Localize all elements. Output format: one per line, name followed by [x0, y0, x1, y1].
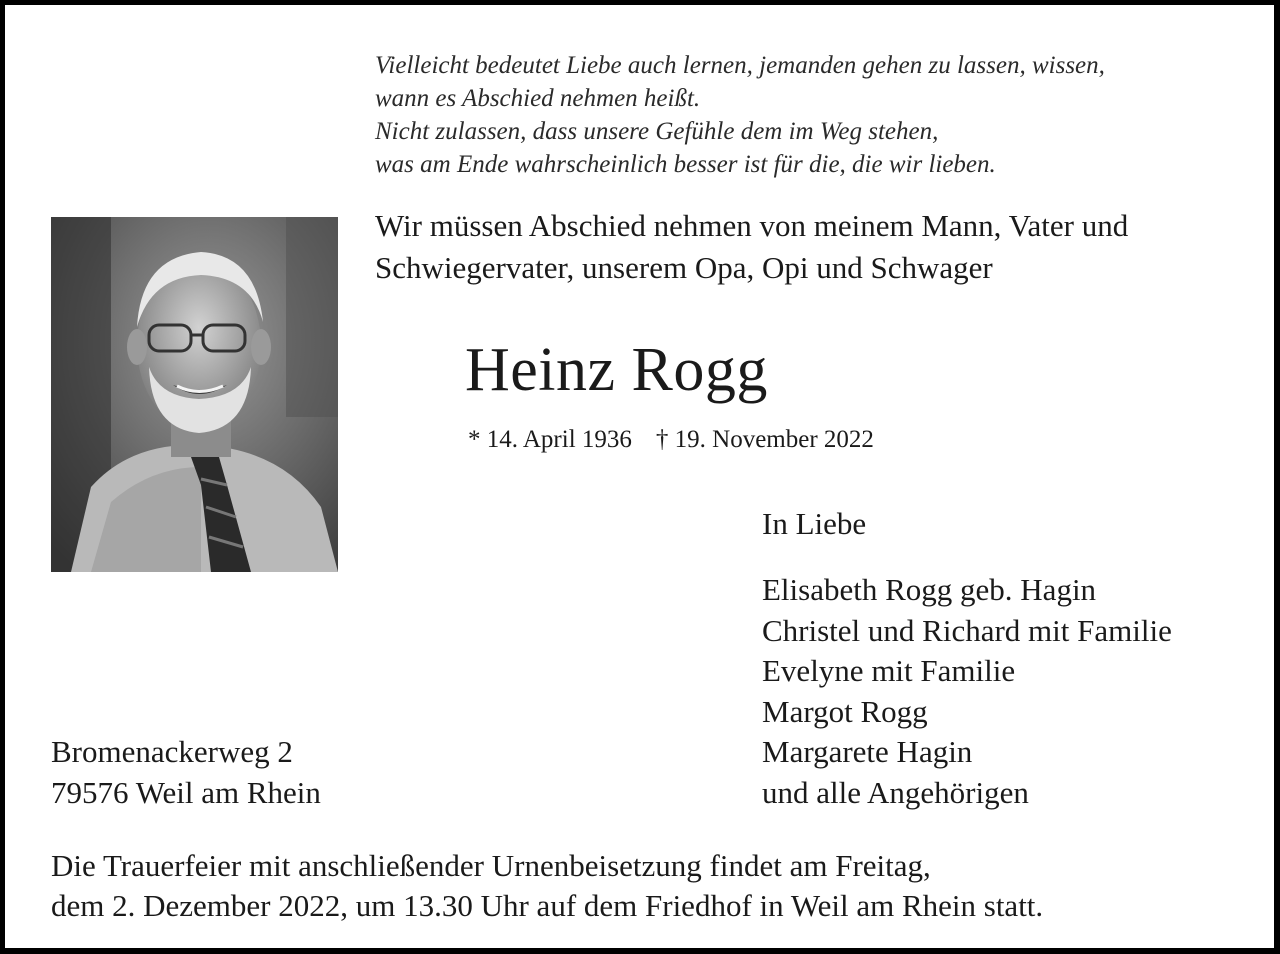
family-member: Margarete Hagin: [762, 734, 973, 770]
family-list: [762, 570, 1172, 814]
service-line: Die Trauerfeier mit anschließender Urnenbeisetzung findet am Freitag,: [51, 848, 931, 883]
family-member: und alle Angehörigen: [762, 774, 1029, 810]
family-member: Elisabeth Rogg geb. Hagin: [762, 572, 1097, 607]
service-line: dem 2. Dezember 2022, um 13.30 Uhr auf dem Friedhof in Weil am Rhein statt.: [51, 888, 1044, 923]
family-member: Margot Rogg: [762, 693, 928, 729]
portrait-photo-image: [51, 217, 338, 572]
life-dates: [468, 424, 898, 456]
address-street: Bromenackerweg 2: [51, 734, 293, 769]
in-love-label: In Liebe: [762, 506, 867, 541]
portrait-photo: [51, 217, 338, 572]
quote-block: [375, 49, 1105, 181]
intro-line: Schwiegervater, unserem Opa, Opi und Schwager: [375, 250, 993, 285]
death-date: † 19. November 2022: [655, 426, 874, 453]
quote-line: wann es Abschied nehmen heißt.: [375, 85, 701, 112]
quote-line: Nicht zulassen, dass unsere Gefühle dem im Weg stehen,: [375, 118, 939, 145]
service-announcement: [51, 846, 1043, 926]
family-member: Christel und Richard mit Familie: [762, 612, 1172, 648]
quote-line: Vielleicht bedeutet Liebe auch lernen, jemanden gehen zu lassen, wissen,: [375, 52, 1105, 79]
address-block: [51, 732, 321, 813]
intro-text: [375, 205, 1128, 289]
address-city: 79576 Weil am Rhein: [51, 774, 321, 810]
deceased-name: Heinz Rogg: [465, 336, 768, 404]
intro-line: Wir müssen Abschied nehmen von meinem Mann, Vater und: [375, 208, 1129, 243]
birth-date: * 14. April 1936: [468, 426, 632, 453]
quote-line: was am Ende wahrscheinlich besser ist für die, die wir lieben.: [375, 151, 996, 178]
family-member: Evelyne mit Familie: [762, 653, 1016, 689]
